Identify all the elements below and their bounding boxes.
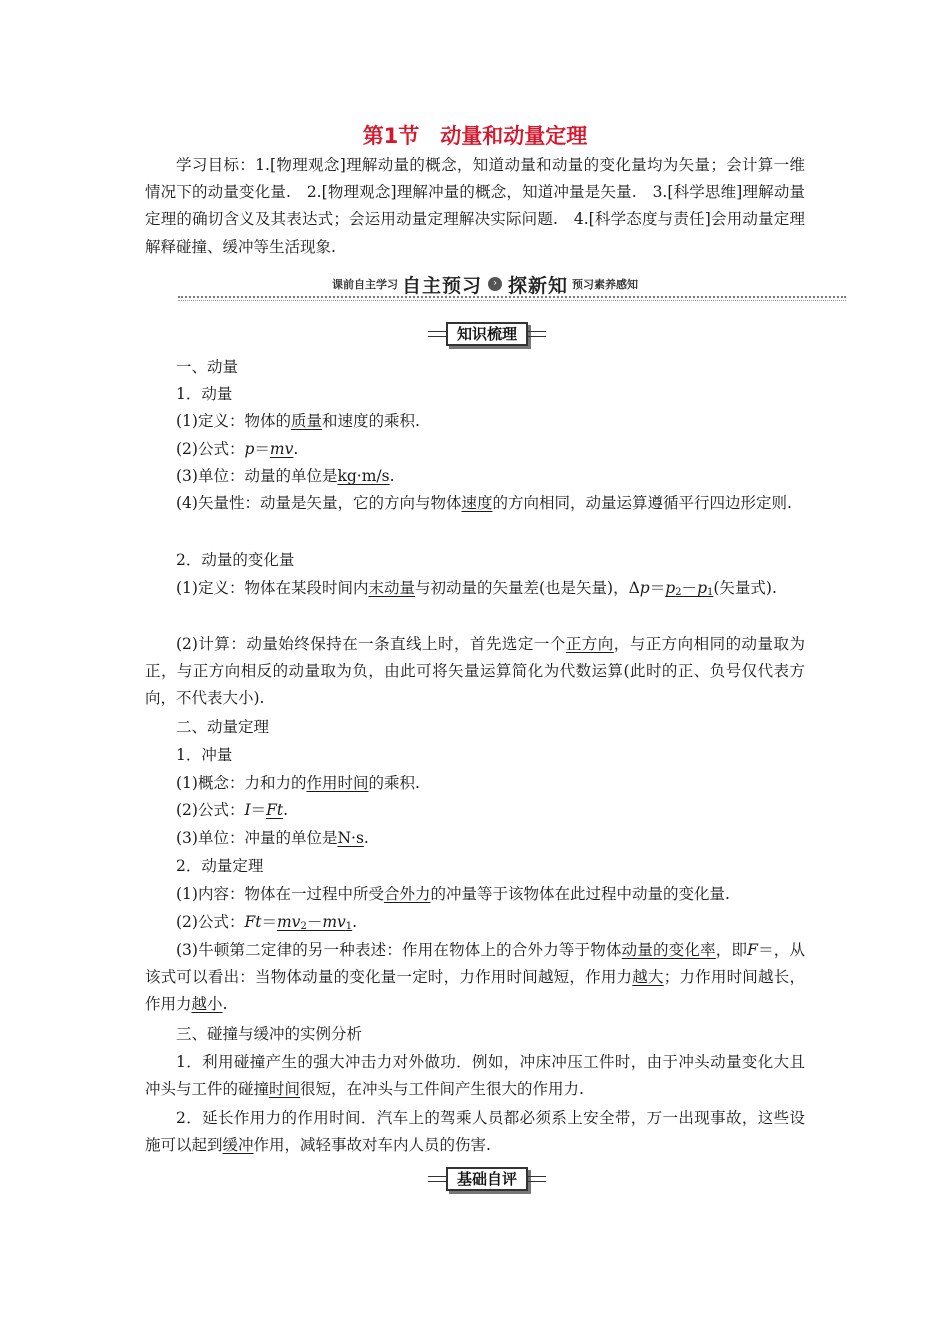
blank-answer: 末动量 [368, 579, 415, 597]
blank-answer: 动量的变化率 [621, 941, 716, 959]
definition-line [145, 408, 838, 435]
section-banner [178, 272, 846, 302]
symbol: I [244, 801, 251, 819]
text: － [681, 579, 698, 597]
banner-main-1: 自主预习 [402, 274, 483, 297]
text: (4)矢量性：动量是矢量，它的方向与物体 [176, 494, 462, 512]
banner-rule-2 [178, 300, 846, 301]
text: (2)公式： [176, 913, 245, 931]
text: (1)定义：物体的 [176, 412, 291, 430]
text: ＝ [649, 579, 666, 597]
blank-answer: 正方向 [565, 635, 614, 653]
header-bar-right [528, 1176, 546, 1182]
heading-momentum: 一、动量 [176, 358, 239, 376]
banner-right-label: 预习素养感知 [572, 278, 639, 291]
knowledge-header-label: 知识梳理 [446, 322, 528, 346]
blank-answer: N·s [337, 829, 364, 847]
selftest-header [428, 1166, 546, 1192]
text: (1)内容：物体在一过程中所受 [176, 885, 384, 903]
text: . [363, 829, 369, 847]
symbol: p [665, 579, 676, 597]
heading-theorem: 二、动量定理 [176, 718, 270, 736]
symbol: p [244, 440, 255, 458]
text: 和速度的乘积. [321, 412, 420, 430]
text: (2)公式： [176, 801, 245, 819]
text: (3)牛顿第二定律的另一种表述：作用在物体上的合外力等于物体 [176, 941, 622, 959]
blank-answer: 时间 [269, 1080, 301, 1099]
text: ＝ [254, 440, 270, 458]
blank-answer: 合外力 [383, 885, 431, 903]
banner-row [326, 272, 644, 296]
formula-line [145, 436, 838, 463]
blank-answer: mv [269, 440, 294, 458]
blank-answer: Ft [266, 801, 284, 819]
text: ＝ [261, 913, 277, 931]
text: 2．延长作用力的作用时间．汽车上的驾乘人员都必须系上安全带，万一出现事故，这些设施可以起到 [145, 1109, 805, 1155]
text: . [222, 995, 228, 1014]
blank-answer [277, 913, 352, 931]
text: ；力作用时间越长，作用力 [145, 968, 805, 1014]
text: ，与正方向相同的动量取为正，与正方向相反的动量取为负，由此可将矢量运算简化为代数运算(此时的正、负号仅代表方向，不代表大小). [145, 635, 805, 708]
banner-arrow-icon: › [488, 277, 502, 291]
subheading-theorem: 2．动量定理 [176, 857, 264, 875]
symbol: Ft [244, 913, 262, 931]
calc-paragraph [145, 631, 805, 713]
impulse-formula [145, 797, 838, 824]
blank-answer: 缓冲 [222, 1136, 254, 1155]
blank-answer: 越小 [191, 995, 223, 1014]
text: － [306, 913, 323, 931]
blank-answer: 作用时间 [306, 774, 369, 792]
text: (矢量式). [713, 579, 777, 597]
vector-paragraph [145, 490, 805, 517]
theorem-formula [145, 909, 838, 940]
header-bar-left [428, 331, 446, 337]
unit-line [145, 463, 838, 490]
text: (1)定义：物体在某段时间内 [176, 579, 369, 597]
symbol: p [639, 579, 650, 597]
symbol: mv [276, 913, 301, 931]
learning-objectives: 学习目标：1.[物理观念]理解动量的概念，知道动量和动量的变化量均为矢量；会计算一维情况下的动量变化量. 2.[物理观念]理解冲量的概念，知道冲量是矢量. 3.[科学思维]理解动量定理的确切含义及其表达式；会运用动量定理解决实际问题. 4.[科学态度与责任]会用动量定理解释碰撞、缓冲等生活现象. [145, 156, 805, 256]
heading-collision: 三、碰撞与缓冲的实例分析 [176, 1025, 363, 1043]
text: (1)概念：力和力的 [176, 774, 307, 792]
text: . [293, 440, 299, 458]
text: 与初动量的矢量差(也是矢量)，Δ [414, 579, 640, 597]
example-2 [145, 1105, 805, 1159]
text: 的方向相同，动量运算遵循平行四边形定则. [492, 494, 792, 512]
blank-answer: kg·m/s [337, 467, 390, 485]
text: ＝ [250, 801, 267, 819]
blank-answer [665, 579, 713, 597]
text: (2)公式： [176, 440, 245, 458]
header-bar-right [528, 331, 546, 337]
knowledge-header [428, 321, 546, 347]
impulse-unit [145, 825, 838, 852]
blank-answer: 质量 [290, 412, 322, 430]
theorem-content [145, 881, 838, 908]
text: (3)单位：动量的单位是 [176, 467, 338, 485]
text: ＝，从该式可以看出：当物体动量的变化量一定时，力作用时间越短，作用力 [145, 941, 805, 987]
blank-answer: 速度 [461, 494, 493, 512]
change-definition [145, 575, 805, 606]
text: (2)计算：动量始终保持在一条直线上时，首先选定一个 [176, 635, 566, 653]
text: 的冲量等于该物体在此过程中动量的变化量. [430, 885, 730, 903]
page-title: 第1节 动量和动量定理 [362, 124, 588, 148]
symbol: mv [322, 913, 346, 931]
banner-left-label: 课前自主学习 [332, 278, 398, 291]
symbol: p [697, 579, 707, 597]
example-1 [145, 1049, 805, 1103]
header-bar-left [428, 1176, 446, 1182]
blank-answer: 越大 [632, 968, 664, 987]
text: 很短，在冲头与工件间产生很大的作用力. [300, 1080, 584, 1099]
subheading-change: 2．动量的变化量 [176, 551, 295, 569]
subheading-momentum: 1．动量 [176, 385, 233, 403]
selftest-header-label: 基础自评 [446, 1167, 528, 1191]
text: 1．利用碰撞产生的强大冲击力对外做功．例如，冲床冲压工件时，由于冲头动量变化大且冲头与工件的碰撞 [145, 1053, 805, 1099]
subscript: 2 [675, 587, 682, 598]
subheading-impulse: 1．冲量 [176, 746, 233, 764]
text: 的乘积. [368, 774, 420, 792]
text: 作用，减轻事故对车内人员的伤害. [253, 1136, 491, 1155]
text: . [283, 801, 289, 819]
symbol: F [747, 941, 758, 959]
text: ，即 [715, 941, 748, 959]
subscript: 1 [707, 587, 714, 598]
subscript: 2 [300, 921, 307, 932]
subscript: 1 [345, 921, 353, 932]
newton-paragraph [145, 937, 805, 1019]
banner-main-2: 探新知 [508, 274, 569, 297]
text: (3)单位：冲量的单位是 [176, 829, 338, 847]
text: . [352, 913, 358, 931]
text: . [389, 467, 395, 485]
impulse-concept [145, 770, 838, 797]
